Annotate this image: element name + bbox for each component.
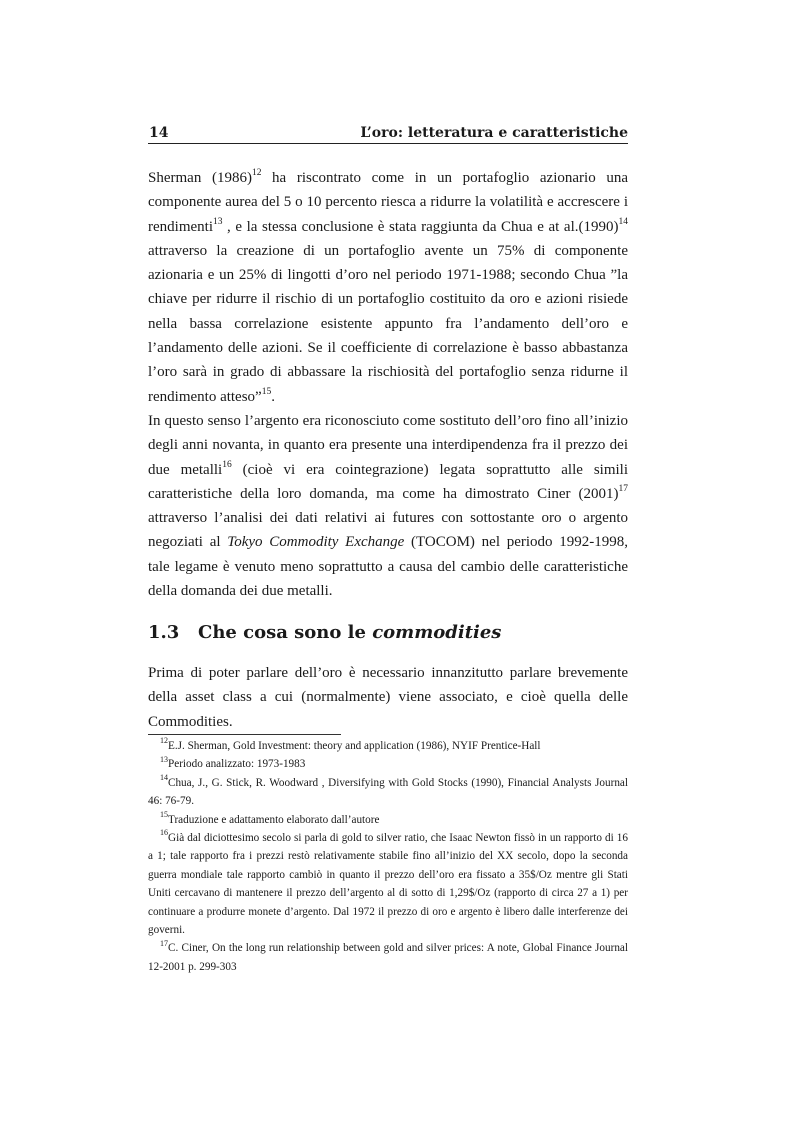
section-heading: [148, 622, 628, 643]
footnote-number: 13: [160, 754, 168, 764]
p1-text-c: , e la stessa conclusione è stata raggiunta da Chua e at al.(1990): [222, 218, 619, 235]
footnote-15: [148, 811, 628, 829]
footnote-ref-17: 17: [618, 483, 628, 494]
footnote-text: Traduzione e adattamento elaborato dall’autore: [168, 813, 380, 826]
footnote-ref-13: 13: [212, 216, 223, 227]
footnote-text: Chua, J., G. Stick, R. Woodward , Diversifying with Gold Stocks (1990), Financial Analysts Journal 46: 76-79.: [148, 776, 628, 808]
p2-text-d: (TOCOM) nel periodo 1992-1998, tale legame è venuto meno soprattutto a causa del cambio delle caratteristiche della domanda dei due metalli.: [148, 534, 628, 600]
running-title: L’oro: letteratura e caratteristiche: [360, 125, 628, 141]
footnote-13: [148, 755, 628, 773]
footnote-number: 17: [160, 938, 168, 948]
p1-text-b: ha riscontrato come in un portafoglio azionario una componente aurea del 5 o 10 percento riesca a ridurre la volatilità e accrescere i rendimenti: [148, 170, 628, 235]
page-header: [148, 121, 628, 144]
section-number: 1.3: [148, 622, 180, 643]
footnote-text: Periodo analizzato: 1973-1983: [168, 758, 306, 771]
footnote-text: Già dal diciottesimo secolo si parla di gold to silver ratio, che Isaac Newton fissò in un rapporto di 16 a 1; tale rapporto fra i prezzi restò relativamente stabile fino all’inizio del XX secolo, dopo la seconda guerra mondiale tale rapporto cambiò in quanto il prezzo dell’oro era fissato a 35$/Oz mentre gli Stati Uniti cercavano di mantenere il prezzo dell’argento al di sotto di 1,29$/Oz (rapporto di circa 27 a 1) per continuare a produrre monete d’argento. Dal 1972 il prezzo di oro e argento è libero dalle interferenze dei governi.: [148, 832, 628, 937]
body-text: [148, 166, 628, 603]
footnote-ref-16: 16: [222, 459, 232, 470]
body-text-section: [148, 661, 628, 734]
footnote-ref-15: 15: [261, 386, 272, 397]
footnote-12: [148, 737, 628, 755]
p1-text-a: Sherman (1986): [148, 170, 252, 186]
footnotes: [148, 737, 628, 976]
p2-text-b: (cioè vi era cointegrazione) legata soprattutto alle simili caratteristiche della loro domanda, ma come ha dimostrato Ciner (2001): [148, 461, 628, 502]
section-title-italic: commodities: [372, 622, 502, 643]
section-title-plain: Che cosa sono le: [198, 622, 373, 643]
footnote-rule: [148, 734, 341, 735]
page-number: 14: [149, 125, 169, 141]
footnote-16: [148, 829, 628, 939]
p2-text-a: In questo senso l’argento era riconosciuto come sostituto dell’oro fino all’inizio degli anni novanta, in quanto era presente una interdipendenza fra il prezzo dei due metalli: [148, 412, 628, 478]
p1-text-e: .: [271, 388, 275, 405]
paragraph-2: [148, 409, 628, 603]
p2-text-c: attraverso l’analisi dei dati relativi ai futures con sottostante oro o argento negoziati al: [148, 510, 628, 551]
footnote-number: 14: [160, 773, 168, 783]
footnote-ref-12: 12: [251, 168, 262, 178]
p1-text-d: attraverso la creazione di un portafoglio avente un 75% di componente azionaria e un 25% di lingotti d’oro nel periodo 1971-1988; secondo Chua ”la chiave per ridurre il rischio di un portafoglio costituito da oro e azioni risiede nella bassa correlazione esistente appunto fra l’andamento dell’oro e l’andamento delle azioni. Se il coefficiente di correlazione è basso abbastanza l’oro sarà in grado di abbassare la rischiosità del portafoglio senza ridurne il rendimento atteso”: [148, 242, 628, 405]
footnote-number: 12: [160, 736, 168, 746]
p2-text-italic: Tokyo Commodity Exchange: [227, 534, 405, 551]
paragraph-3: Prima di poter parlare dell’oro è necessario innanzitutto parlare brevemente della asset class a cui (normalmente) viene associato, e cioè quella delle Commodities.: [148, 665, 628, 730]
paragraph-1: [148, 166, 628, 409]
footnote-text: C. Ciner, On the long run relationship between gold and silver prices: A note, Global Finance Journal 12-2001 p. 299-303: [148, 942, 628, 973]
footnote-14: [148, 774, 628, 811]
footnote-number: 16: [160, 828, 168, 838]
footnote-text: E.J. Sherman, Gold Investment: theory and application (1986), NYIF Prentice-Hall: [168, 740, 541, 752]
footnote-17: [148, 939, 628, 976]
footnote-ref-14: 14: [618, 216, 628, 227]
footnote-number: 15: [160, 809, 168, 819]
